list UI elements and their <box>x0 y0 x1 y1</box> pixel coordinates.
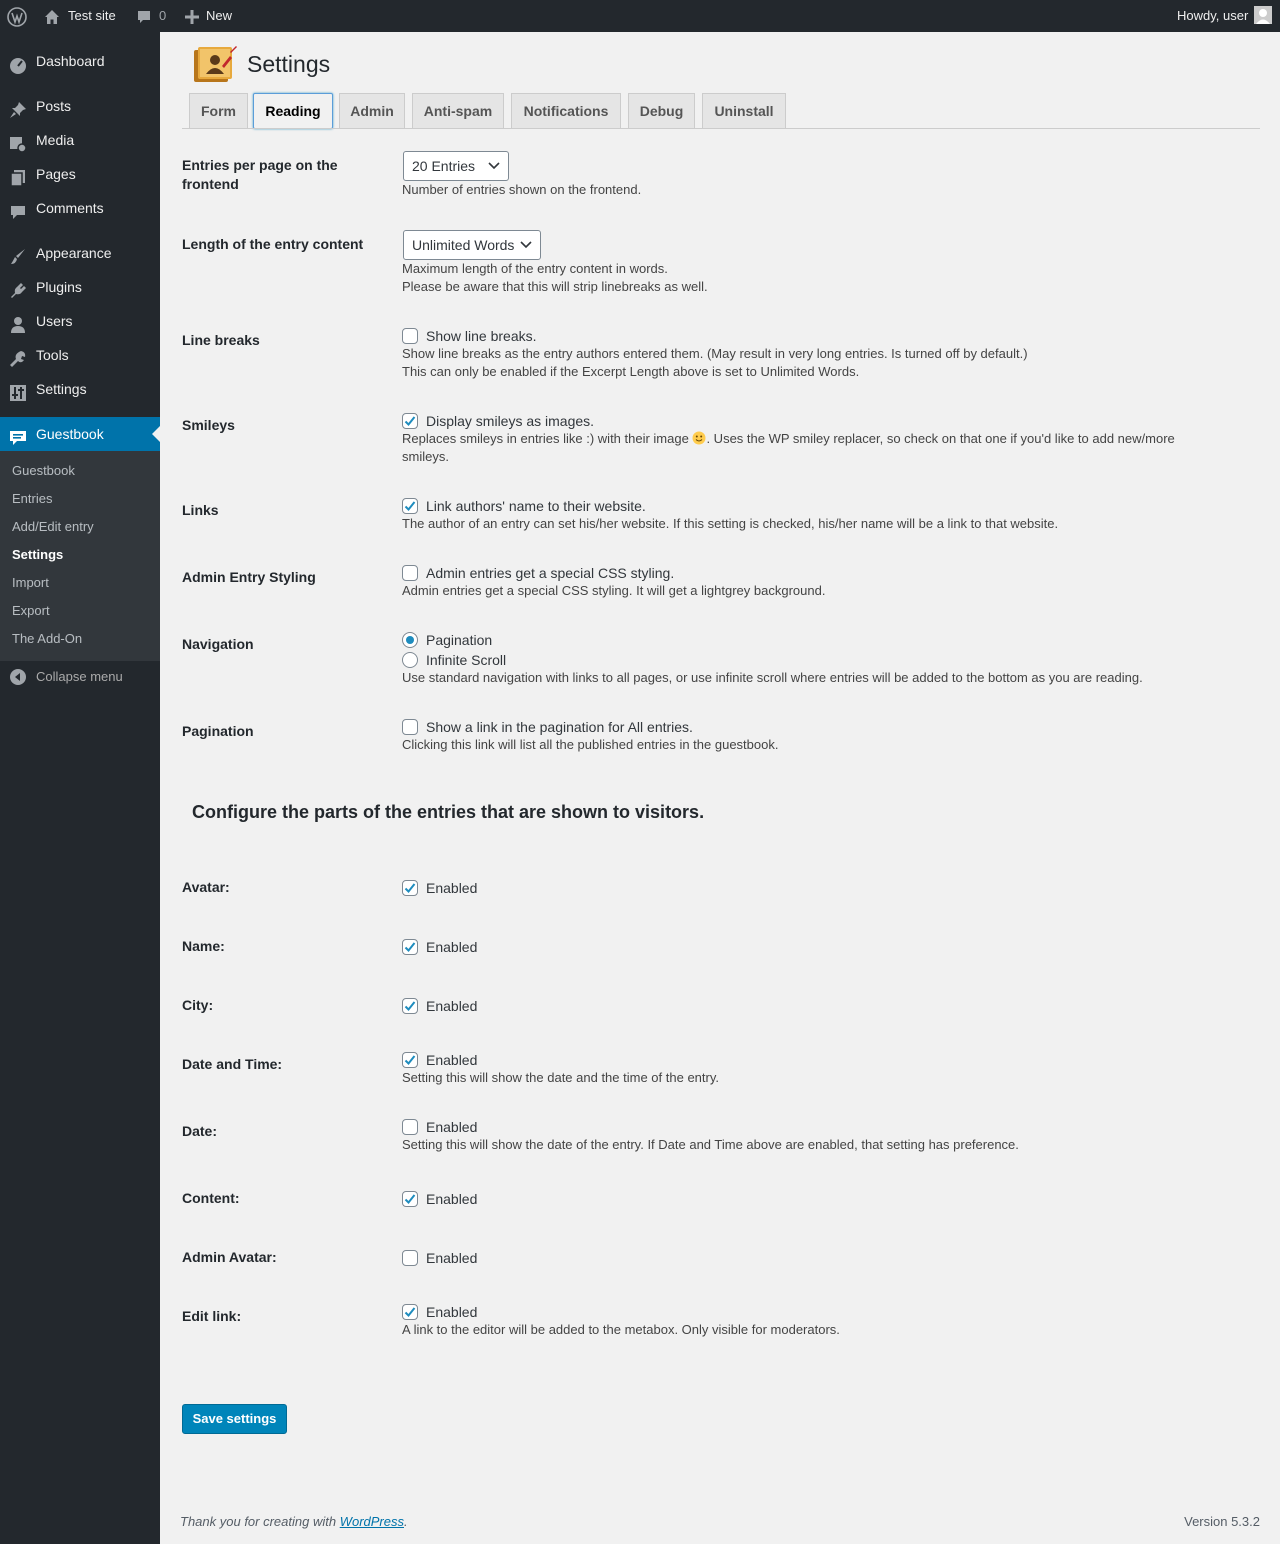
entry-length-label: Length of the entry content <box>182 236 364 252</box>
part-label-name: Name: <box>182 938 225 954</box>
collapse-menu-button[interactable] <box>0 666 160 690</box>
footer-thanks <box>180 1514 408 1529</box>
smileys-desc-part-c: smileys. <box>402 449 449 464</box>
submenu-import[interactable]: Import <box>12 575 49 590</box>
select-value: Unlimited Words <box>412 237 515 253</box>
smileys-desc-part-a: Replaces smileys in entries like :) with their image <box>402 431 689 446</box>
smileys-desc-part-b: . Uses the WP smiley replacer, so check on that one if you'd like to add new/more <box>706 431 1175 446</box>
sidebar-item-comments[interactable] <box>0 191 160 225</box>
part-label-date: Date: <box>182 1123 218 1139</box>
plus-icon[interactable] <box>185 0 199 32</box>
navigation-infinite-scroll-radio[interactable] <box>402 652 418 668</box>
tab-notifications[interactable]: Notifications <box>511 93 621 129</box>
part-checkbox-edit-link[interactable] <box>402 1304 418 1320</box>
sidebar-item-users[interactable] <box>0 304 160 338</box>
sliders-icon <box>9 380 27 398</box>
part-enabled-label[interactable]: Enabled <box>426 1191 478 1207</box>
avatar[interactable] <box>1254 6 1272 24</box>
part-label-date-and-time: Date and Time: <box>182 1056 283 1072</box>
submenu-entries[interactable]: Entries <box>12 491 53 506</box>
sidebar-item-dashboard[interactable] <box>0 44 160 78</box>
pagination-all-checkbox[interactable] <box>402 719 418 735</box>
sidebar-item-label: Comments <box>36 200 104 216</box>
smileys-checkbox[interactable] <box>402 413 418 429</box>
entry-length-desc-2: Please be aware that this will strip linebreaks as well. <box>402 279 708 294</box>
sidebar-item-appearance[interactable] <box>0 236 160 270</box>
pin-icon <box>9 97 27 115</box>
tab-admin[interactable]: Admin <box>339 93 405 129</box>
smileys-checkbox-label[interactable]: Display smileys as images. <box>426 413 595 429</box>
checkmark-icon <box>403 499 417 513</box>
tab-reading[interactable]: Reading <box>253 93 333 129</box>
sidebar-item-label: Plugins <box>36 279 82 295</box>
line-breaks-desc-2: This can only be enabled if the Excerpt Length above is set to Unlimited Words. <box>402 364 860 379</box>
part-label-city: City: <box>182 997 214 1013</box>
pagination-label: Pagination <box>182 723 254 739</box>
part-label-edit-link: Edit link: <box>182 1308 242 1324</box>
part-enabled-label[interactable]: Enabled <box>426 1304 478 1320</box>
sidebar-item-label: Guestbook <box>36 426 104 442</box>
sidebar-item-settings[interactable] <box>0 372 160 406</box>
links-desc: The author of an entry can set his/her website. If this setting is checked, his/her name will be a link to that website. <box>402 516 1059 531</box>
entries-per-page-desc: Number of entries shown on the frontend. <box>402 182 642 197</box>
checkmark-icon <box>403 999 417 1013</box>
comments-count[interactable]: 0 <box>159 8 167 23</box>
guestbook-icon <box>9 425 27 443</box>
part-desc-date-and-time: Setting this will show the date and the time of the entry. <box>402 1070 719 1085</box>
sidebar-item-plugins[interactable] <box>0 270 160 304</box>
line-breaks-checkbox-label[interactable]: Show line breaks. <box>426 328 537 344</box>
entries-per-page-label: Entries per page on the frontend <box>182 157 338 192</box>
collapse-menu-label: Collapse menu <box>36 669 123 684</box>
user-icon <box>9 312 27 330</box>
howdy-user-link[interactable]: Howdy, user <box>1177 8 1249 23</box>
part-label-avatar: Avatar: <box>182 879 230 895</box>
part-checkbox-content[interactable] <box>402 1191 418 1207</box>
sidebar-item-label: Tools <box>36 347 69 363</box>
entry-length-desc-1: Maximum length of the entry content in words. <box>402 261 668 276</box>
navigation-infinite-scroll-label[interactable]: Infinite Scroll <box>426 652 507 668</box>
sidebar-item-label: Dashboard <box>36 53 105 69</box>
line-breaks-checkbox[interactable] <box>402 328 418 344</box>
select-value: 20 Entries <box>412 158 476 174</box>
checkmark-icon <box>403 1192 417 1206</box>
part-desc-date: Setting this will show the date of the entry. If Date and Time above are enabled, that setting has preference. <box>402 1137 1019 1152</box>
checkmark-icon <box>403 1053 417 1067</box>
media-icon <box>9 131 27 149</box>
plug-icon <box>9 278 27 296</box>
admin-styling-checkbox[interactable] <box>402 565 418 581</box>
submenu-guestbook[interactable]: Guestbook <box>12 463 75 478</box>
site-name-link[interactable]: Test site <box>68 8 116 23</box>
part-desc-edit-link: A link to the editor will be added to the metabox. Only visible for moderators. <box>402 1322 840 1337</box>
part-checkbox-avatar[interactable] <box>402 880 418 896</box>
wordpress-logo-icon[interactable] <box>7 0 27 32</box>
part-enabled-label[interactable]: Enabled <box>426 880 478 896</box>
sidebar-item-label: Settings <box>36 381 87 397</box>
submenu-settings[interactable]: Settings <box>12 547 64 562</box>
pagination-all-checkbox-label[interactable]: Show a link in the pagination for All entries. <box>426 719 693 735</box>
checkmark-icon <box>403 414 417 428</box>
parts-section-heading: Configure the parts of the entries that are shown to visitors. <box>192 802 705 822</box>
part-enabled-label[interactable]: Enabled <box>426 1052 478 1068</box>
sidebar-item-pages[interactable] <box>0 157 160 191</box>
part-checkbox-name[interactable] <box>402 939 418 955</box>
page-title: Settings <box>247 51 331 77</box>
tab-uninstall[interactable]: Uninstall <box>702 93 786 129</box>
sidebar-item-label: Media <box>36 132 75 148</box>
guestbook-submenu <box>0 451 160 661</box>
part-checkbox-date-and-time[interactable] <box>402 1052 418 1068</box>
links-checkbox-label[interactable]: Link authors' name to their website. <box>426 498 646 514</box>
part-enabled-label[interactable]: Enabled <box>426 1250 478 1266</box>
part-checkbox-date[interactable] <box>402 1119 418 1135</box>
guestbook-book-icon <box>192 44 238 87</box>
links-label: Links <box>182 502 219 518</box>
sidebar-item-media[interactable] <box>0 123 160 157</box>
brush-icon <box>9 244 27 262</box>
sidebar-item-posts[interactable] <box>0 89 160 123</box>
save-settings-button[interactable]: Save settings <box>182 1404 287 1434</box>
pagination-desc: Clicking this link will list all the published entries in the guestbook. <box>402 737 779 752</box>
admin-bar <box>0 0 1280 32</box>
navigation-desc: Use standard navigation with links to all pages, or use infinite scroll where entries will be added to the bottom as you are reading. <box>402 670 1143 685</box>
smileys-label: Smileys <box>182 417 235 433</box>
sidebar-item-label: Posts <box>36 98 72 114</box>
new-menu-link[interactable]: New <box>206 8 233 23</box>
checkmark-icon <box>403 1305 417 1319</box>
entry-length-select[interactable] <box>403 230 541 260</box>
navigation-label: Navigation <box>182 636 254 652</box>
home-icon[interactable] <box>44 0 60 32</box>
line-breaks-label: Line breaks <box>182 332 260 348</box>
wordpress-link[interactable]: WordPress <box>339 1514 404 1529</box>
pages-icon <box>9 165 27 183</box>
navigation-pagination-label[interactable]: Pagination <box>426 632 493 648</box>
smileys-desc <box>402 430 1262 448</box>
comments-icon[interactable] <box>136 0 152 32</box>
dashboard-icon <box>9 52 27 70</box>
navigation-pagination-radio[interactable] <box>402 632 418 648</box>
part-label-content: Content: <box>182 1190 240 1206</box>
submenu-add-edit-entry[interactable]: Add/Edit entry <box>12 519 94 534</box>
wrench-icon <box>9 346 27 364</box>
main-content <box>160 32 1280 1544</box>
sidebar-item-label: Pages <box>36 166 76 182</box>
footer-period: . <box>404 1514 408 1529</box>
sidebar-item-tools[interactable] <box>0 338 160 372</box>
admin-styling-label: Admin Entry Styling <box>182 569 316 585</box>
tab-divider <box>182 128 1260 129</box>
footer-thanks-text: Thank you for creating with <box>180 1514 340 1529</box>
links-checkbox[interactable] <box>402 498 418 514</box>
line-breaks-desc-1: Show line breaks as the entry authors entered them. (May result in very long entries. Is turned off by default.) <box>402 346 1028 361</box>
part-enabled-label[interactable]: Enabled <box>426 1119 478 1135</box>
entries-per-page-select[interactable] <box>403 151 509 181</box>
footer-version: Version 5.3.2 <box>1184 1514 1260 1529</box>
collapse-arrow-icon <box>10 669 26 688</box>
comment-icon <box>9 199 27 217</box>
sidebar-item-guestbook[interactable] <box>0 417 160 451</box>
part-enabled-label[interactable]: Enabled <box>426 939 478 955</box>
part-enabled-label[interactable]: Enabled <box>426 998 478 1014</box>
part-checkbox-city[interactable] <box>402 998 418 1014</box>
admin-styling-checkbox-label[interactable]: Admin entries get a special CSS styling. <box>426 565 675 581</box>
sidebar-item-label: Users <box>36 313 73 329</box>
part-label-admin-avatar: Admin Avatar: <box>182 1249 277 1265</box>
admin-styling-desc: Admin entries get a special CSS styling. It will get a lightgrey background. <box>402 583 826 598</box>
checkmark-icon <box>403 881 417 895</box>
part-checkbox-admin-avatar[interactable] <box>402 1250 418 1266</box>
checkmark-icon <box>403 940 417 954</box>
tab-debug[interactable]: Debug <box>628 93 695 129</box>
sidebar-item-label: Appearance <box>36 245 112 261</box>
smiley-icon <box>692 431 706 446</box>
tab-anti-spam[interactable]: Anti-spam <box>412 93 504 129</box>
submenu-export[interactable]: Export <box>12 603 50 618</box>
admin-sidebar <box>0 32 160 1544</box>
tab-form[interactable]: Form <box>189 93 248 129</box>
submenu-the-add-on[interactable]: The Add-On <box>12 631 83 646</box>
